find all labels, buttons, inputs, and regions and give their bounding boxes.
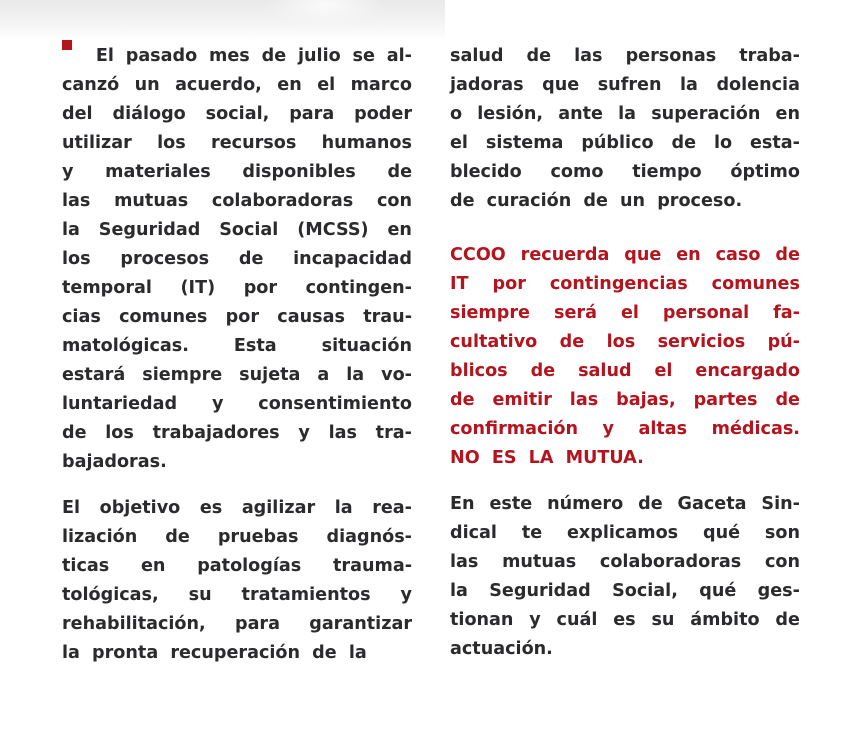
paragraph-health-recovery — [450, 42, 800, 216]
text-line: blecido como tiempo óptimo — [450, 162, 800, 182]
paragraph-agreement — [62, 42, 412, 477]
text-line: confirmación y altas médicas. — [450, 419, 800, 439]
text-line: los procesos de incapacidad — [62, 249, 412, 269]
text-line: de emitir las bajas, partes de — [450, 390, 800, 410]
text-line: IT por contingencias comunes — [450, 274, 800, 294]
text-line: En este número de Gaceta Sin- — [450, 494, 800, 514]
text-line: matológicas. Esta situación — [62, 336, 412, 356]
text-line: y materiales disponibles de — [62, 162, 412, 182]
text-line: el sistema público de lo esta- — [450, 133, 800, 153]
text-line: estará siempre sujeta a la vo- — [62, 365, 412, 385]
text-line: de los trabajadores y las tra- — [62, 423, 412, 443]
text-line: temporal (IT) por contingen- — [62, 278, 412, 298]
text-line: las mutuas colaboradoras con — [450, 552, 800, 572]
text-line: canzó un acuerdo, en el marco — [62, 75, 412, 95]
text-line: cultativo de los servicios pú- — [450, 332, 800, 352]
text-line: El pasado mes de julio se al- — [62, 42, 412, 71]
text-line: NO ES LA MUTUA. — [450, 448, 644, 468]
text-line: dical te explicamos qué son — [450, 523, 800, 543]
paragraph-objective — [62, 494, 412, 668]
text-line: siempre será el personal fa- — [450, 303, 800, 323]
text-line: tológicas, su tratamientos y — [62, 585, 412, 605]
text-line: de curación de un proceso. — [450, 191, 743, 211]
text-line: luntariedad y consentimiento — [62, 394, 412, 414]
paragraph-ccoo-highlight — [450, 241, 800, 473]
text-line: cias comunes por causas trau- — [62, 307, 412, 327]
text-line: ticas en patologías trauma- — [62, 556, 412, 576]
text-line: actuación. — [450, 639, 553, 659]
paragraph-gaceta-intro — [450, 490, 800, 664]
text-line: lización de pruebas diagnós- — [62, 527, 412, 547]
text-line: salud de las personas traba- — [450, 46, 800, 66]
text-line: bajadoras. — [62, 452, 167, 472]
text-line: CCOO recuerda que en caso de — [450, 245, 800, 265]
text-line: jadoras que sufren la dolencia — [450, 75, 800, 95]
text-line: tionan y cuál es su ámbito de — [450, 610, 800, 630]
text-line: El objetivo es agilizar la rea- — [62, 498, 412, 518]
text-line: del diálogo social, para poder — [62, 104, 412, 124]
text-line: las mutuas colaboradoras con — [62, 191, 412, 211]
header-photo-strip — [0, 0, 445, 40]
text-line: blicos de salud el encargado — [450, 361, 800, 381]
text-line: rehabilitación, para garantizar — [62, 614, 412, 634]
text-line: utilizar los recursos humanos — [62, 133, 412, 153]
text-line: o lesión, ante la superación en — [450, 104, 800, 124]
text-line: la Seguridad Social (MCSS) en — [62, 220, 412, 240]
red-square-bullet-icon — [62, 40, 72, 50]
text-line: la pronta recuperación de la — [62, 643, 367, 663]
text-line: la Seguridad Social, qué ges- — [450, 581, 800, 601]
